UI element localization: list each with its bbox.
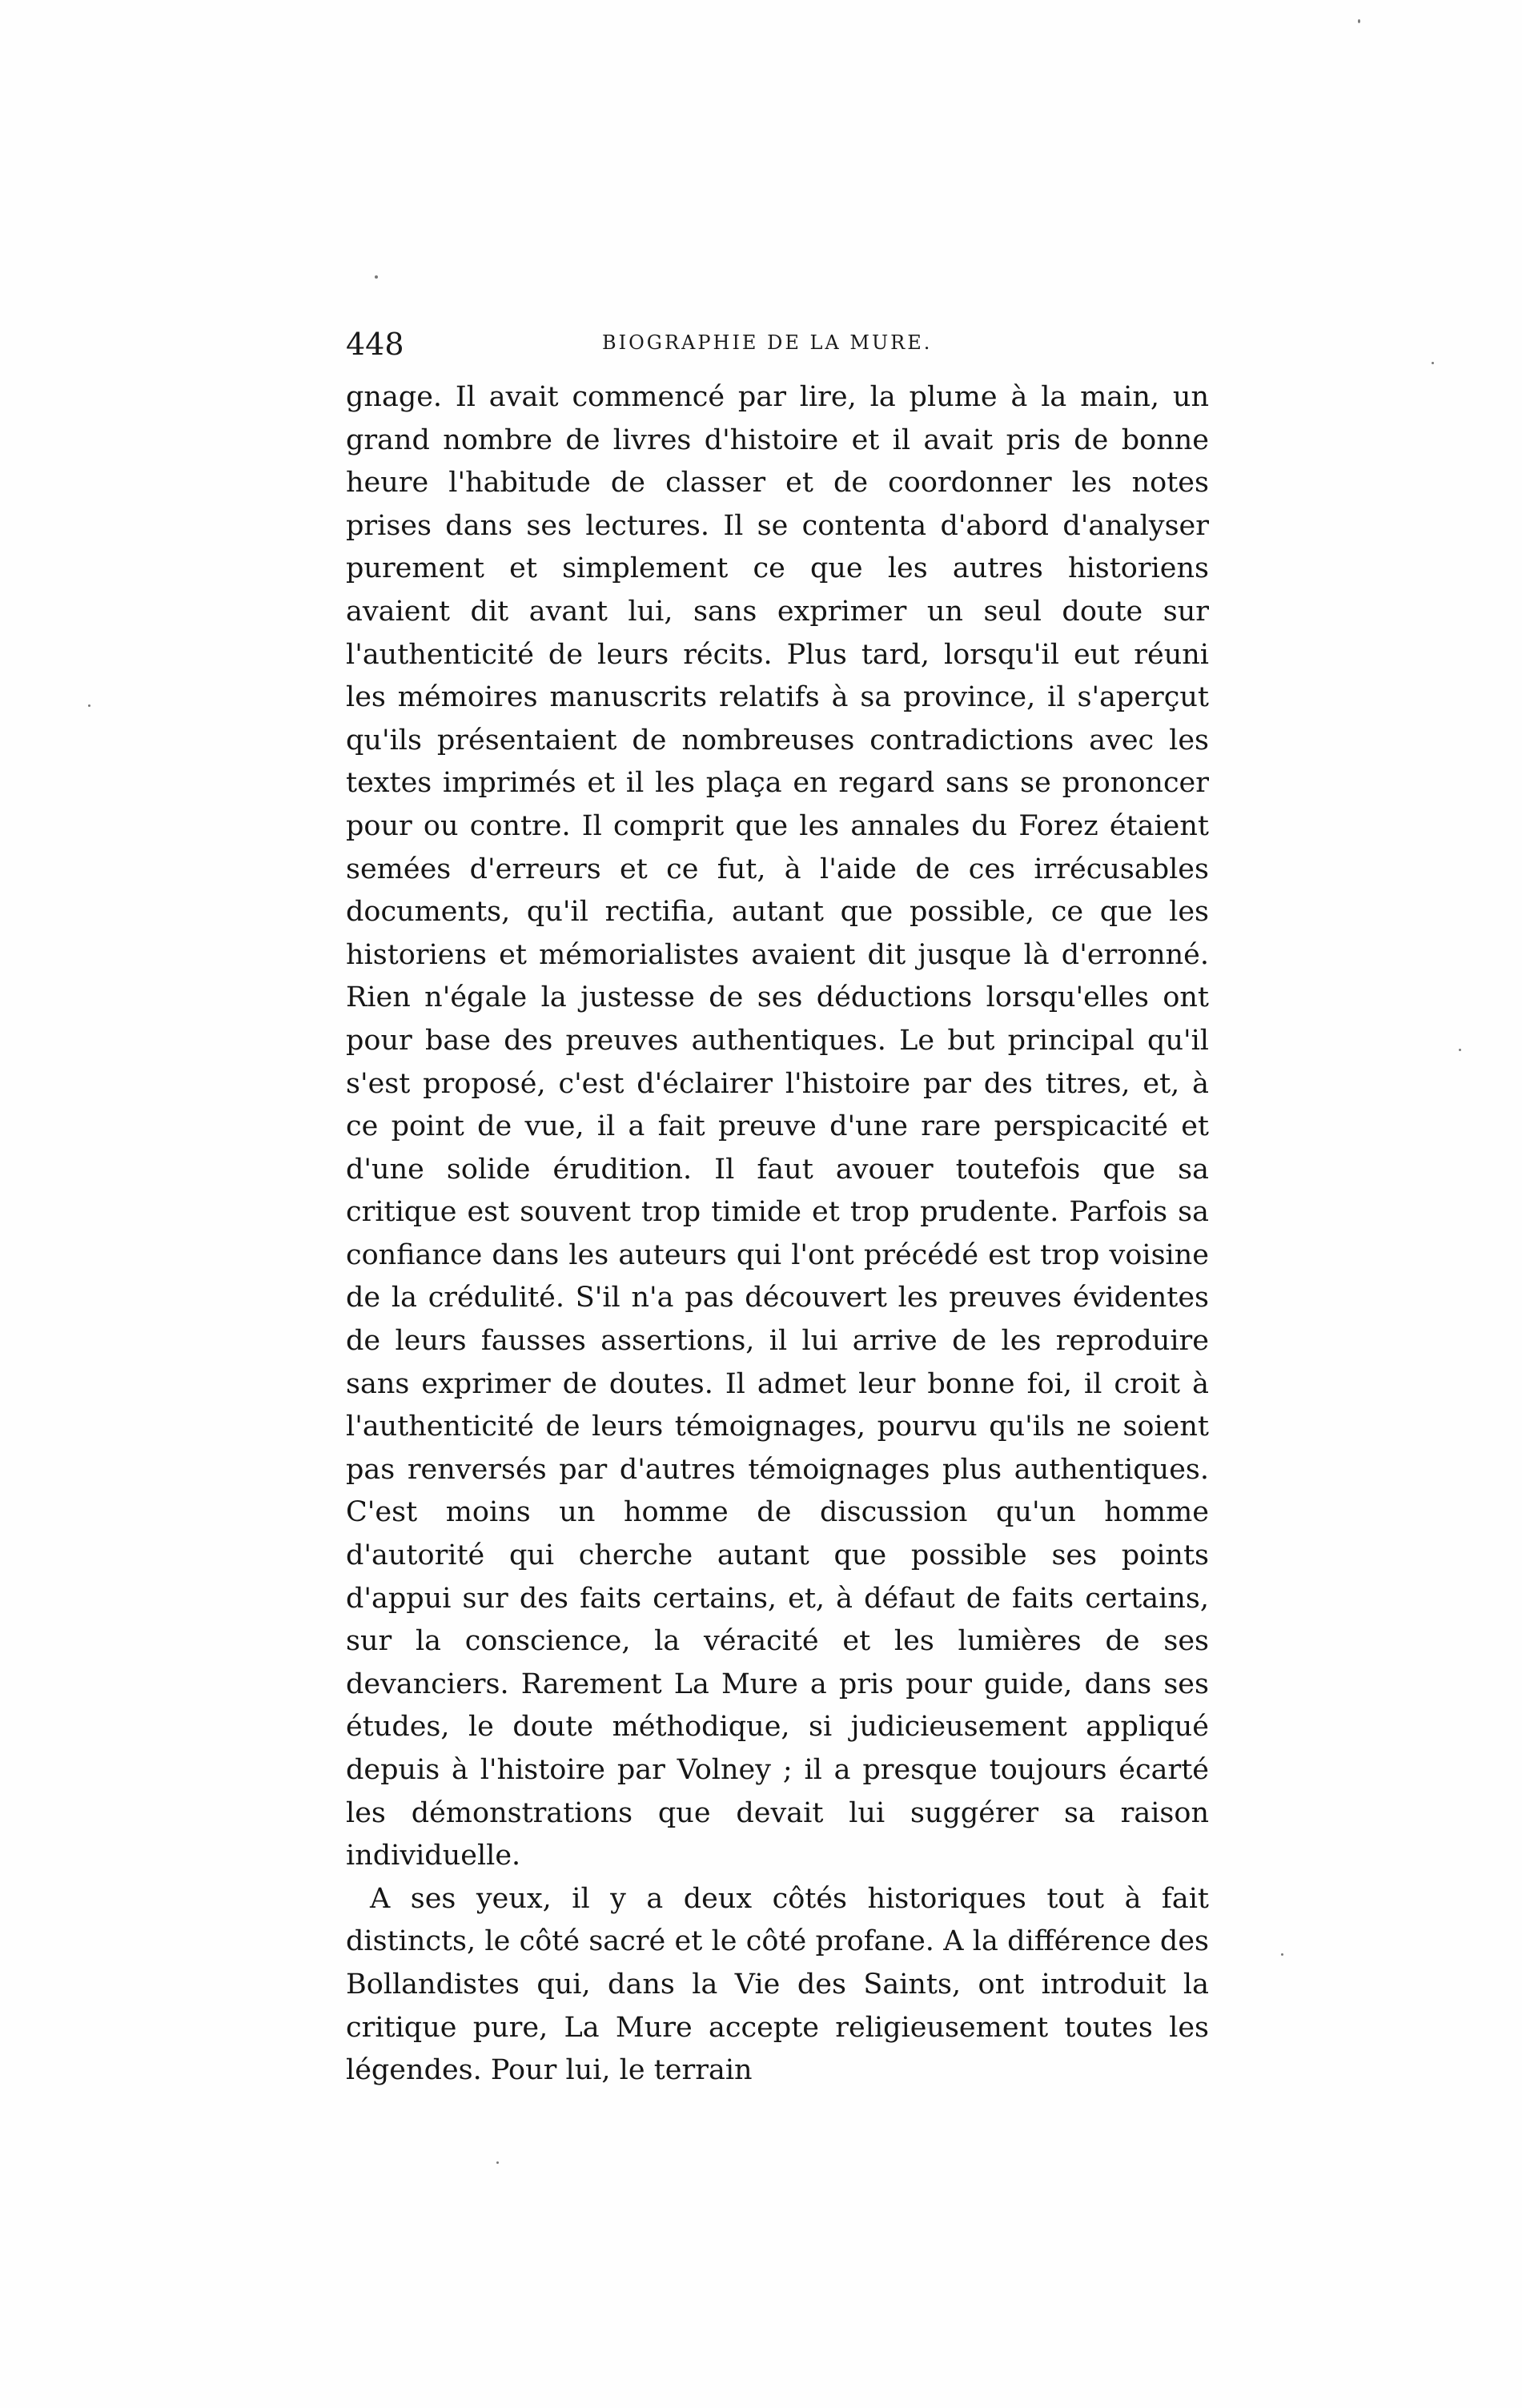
scan-speck [88,704,90,707]
scan-speck [375,275,378,279]
paragraph-1: gnage. Il avait commencé par lire, la plume à la main, un grand nombre de livres d'histoire et il avait pris de bonne heure l'habitude de classer et de coordonner les notes prises dans ses lectures. Il se contenta d'abord d'analyser purement et simplement ce que les autres historiens avaient dit avant lui, sans exprimer un seul doute sur l'authenticité de leurs récits. Plus tard, lorsqu'il eut réuni les mémoires manuscrits relatifs à sa province, il s'aperçut qu'ils présentaient de nombreuses contradictions avec les textes imprimés et il les plaça en regard sans se prononcer pour ou contre. Il comprit que les annales du Forez étaient semées d'erreurs et ce fut, à l'aide de ces irrécusables documents, qu'il rectifia, autant que possible, ce que les historiens et mémorialistes avaient dit jusque là d'erronné. Rien n'égale la justesse de ses déductions lorsqu'elles ont pour base des preuves authentiques. Le but principal qu'il s'est proposé, c'est d'éclairer l'histoire par des titres, et, à ce point de vue, il a fait preuve d'une rare perspicacité et d'une solide érudition. Il faut avouer toutefois que sa critique est souvent trop timide et trop prudente. Parfois sa confiance dans les auteurs qui l'ont précédé est trop voisine de la crédulité. S'il n'a pas découvert les preuves évidentes de leurs fausses assertions, il lui arrive de les reproduire sans exprimer de doutes. Il admet leur bonne foi, il croit à l'authenticité de leurs témoignages, pourvu qu'ils ne soient pas renversés par d'autres témoignages plus authentiques. C'est moins un homme de discussion qu'un homme d'autorité qui cherche autant que possible ses points d'appui sur des faits certains, et, à défaut de faits certains, sur la conscience, la véracité et les lumières de ses devanciers. Rarement La Mure a pris pour guide, dans ses études, le doute méthodique, si judicieusement appliqué depuis à l'histoire par Volney ; il a presque toujours écarté les démonstrations que devait lui suggérer sa raison individuelle. [346,381,1209,1872]
paragraph-2: A ses yeux, il y a deux côtés historiques tout à fait distincts, le côté sacré et le côté profane. A la différence des Bollandistes qui, dans la Vie des Saints, ont introduit la critique pure, La Mure accepte religieusement toutes les légendes. Pour lui, le terrain [346,1882,1209,2087]
scan-speck [1432,362,1434,364]
page-header [346,320,1209,368]
body-text [346,376,1209,2093]
running-title: BIOGRAPHIE DE LA MURE. [602,331,933,354]
scan-speck [1281,1953,1283,1956]
page-number: 448 [346,327,404,362]
scan-speck [1358,19,1360,23]
scan-speck [496,2161,499,2164]
scan-speck [1459,1049,1461,1051]
